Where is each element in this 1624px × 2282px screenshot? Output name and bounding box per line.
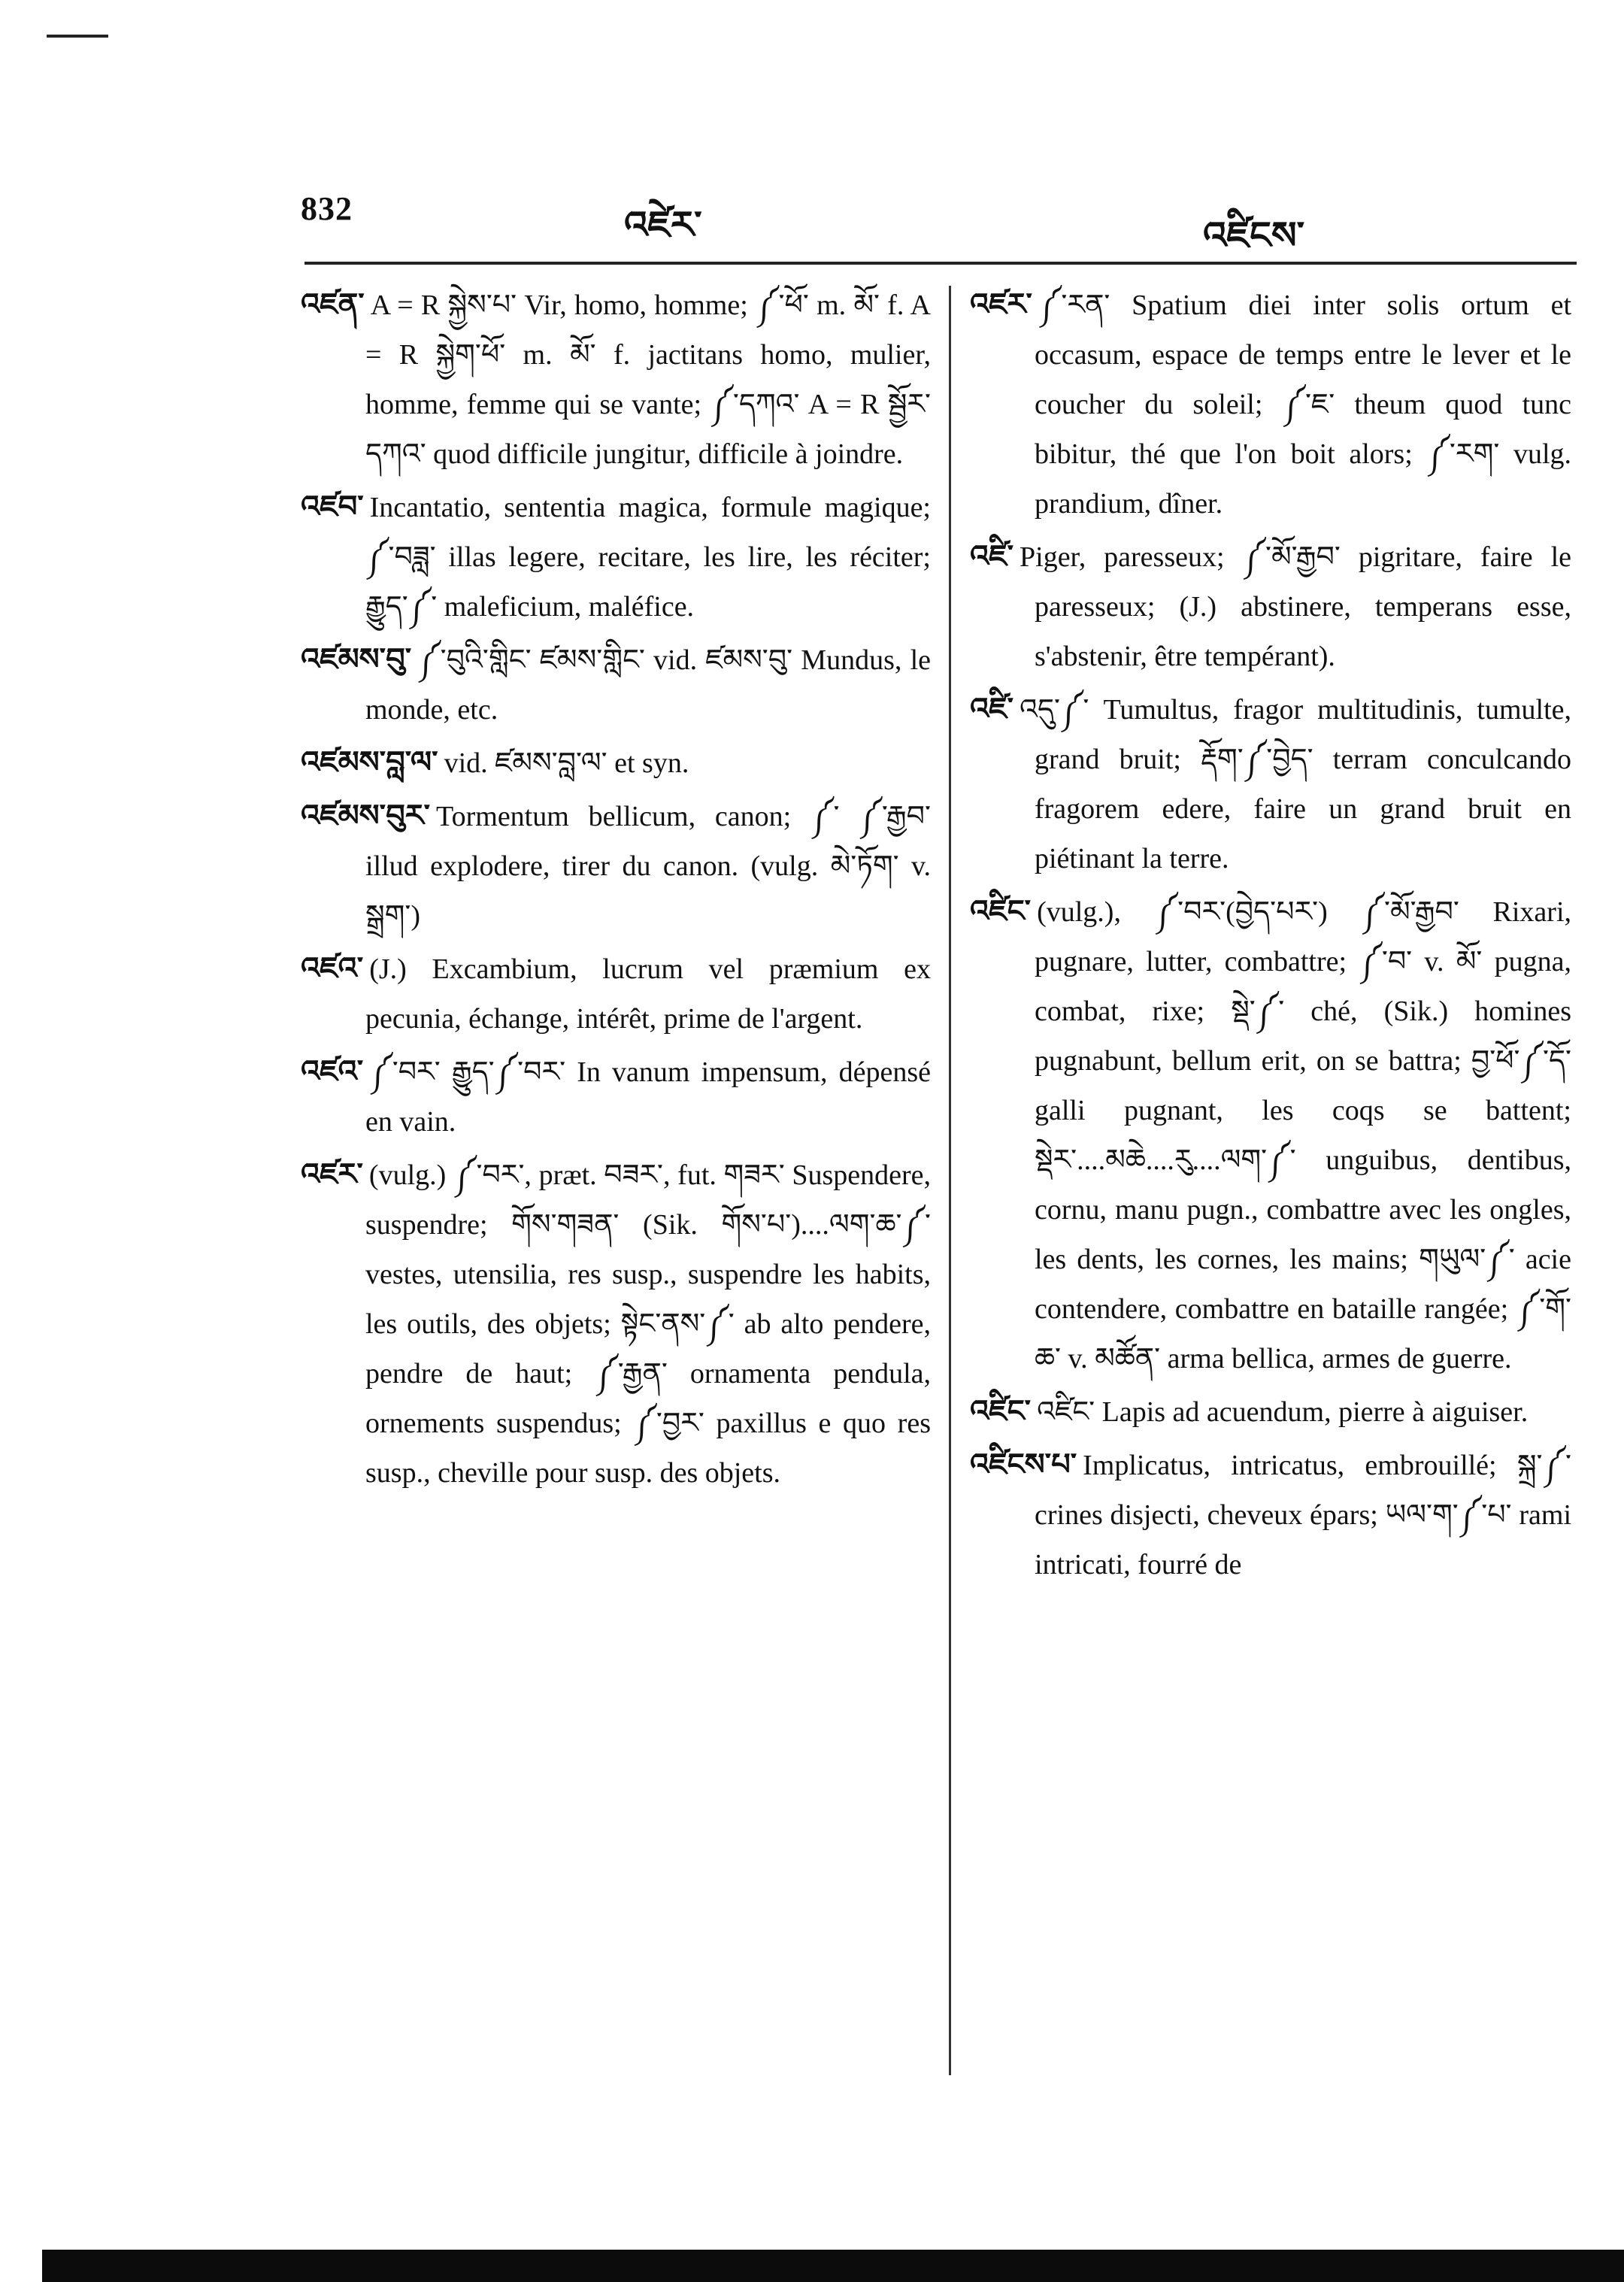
entry-body: Incantatio, sententia magica, formule magique; ༼་བཟླ་ illas legere, recitare, les lire, les réciter; རྒྱུད་༼་ maleficium, maléfice. [365, 492, 931, 623]
dictionary-entry [301, 482, 931, 632]
entry-body: འཛིང་ Lapis ad acuendum, pierre à aiguiser. [1037, 1396, 1529, 1428]
entry-body: འདུ་༼་ Tumultus, fragor multitudinis, tumulte, grand bruit; རྡོག་༼་བྱེད་ terram conculcando fragorem edere, faire un grand bruit en piétinant la terre. [1020, 694, 1571, 874]
dictionary-entry [970, 1440, 1571, 1590]
left-running-head: འཛེར་ [624, 204, 702, 246]
entry-headword: འཛིངས་པ་ [970, 1447, 1077, 1481]
dictionary-entry [970, 280, 1571, 529]
entry-headword: འཛི་ [970, 692, 1013, 726]
entry-body: (vulg.), ༼་བར་(བྱེད་པར་) ༼་མོ་རྒྱབ་ Rixari, pugnare, lutter, combattre; ༼་བ་ v. མོ་ pugna, combat, rixe; སྡེ་༼་ ché, (Sik.) homines pugnabunt, bellum erit, on se battra; བྱ་ཕོ་༼་དོ་ galli pugnant, les coqs se battent; སྡེར་....མཆེ....རུ....ལག་༼་ unguibus, dentibus, cornu, manu pugn., combattre avec les ongles, les dents, les cornes, les mains; གཡུལ་༼་ acie contendere, combattre en bataille rangée; ༼་གོ་ཆ་ v. མཚོན་ arma bellica, armes de guerre. [1035, 896, 1571, 1374]
dictionary-entry [301, 1150, 931, 1498]
entry-headword: འཛིང་ [970, 894, 1032, 928]
entry-body: ༼་རན་ Spatium diei inter solis ortum et occasum, espace de temps entre le lever et le coucher du soleil; ༼་ཇ་ theum quod tunc bibitur, thé que l'on boit alors; ༼་རག་ vulg. prandium, dîner. [1035, 289, 1571, 520]
entry-headword: འཛའ་ [301, 951, 364, 985]
entry-headword: འཛན་ [301, 287, 365, 321]
entry-body: Implicatus, intricatus, embrouillé; སྐྲ་༼་ crines disjecti, cheveux épars; ཡལ་ག་༼་པ་ rami intricati, fourré de [1035, 1450, 1571, 1580]
column-divider [949, 286, 951, 2075]
entry-body: vid. ཛམས་བླ་ལ་ et syn. [444, 747, 689, 779]
header-rule [304, 262, 1577, 265]
page-number: 832 [301, 190, 353, 227]
entry-headword: འཛབ་ [301, 489, 364, 523]
entry-body: (vulg.) ༼་བར་, præt. བཟར་, fut. གཟར་ Suspendere, suspendre; གོས་གཟན་ (Sik. གོས་པ་)....ལག་ཆ་༼་ vestes, utensilia, res susp., suspendre les habits, les outils, des objets; སྟེང་ནས་༼་ ab alto pendere, pendre de haut; ༼་རྒྱན་ ornamenta pendula, ornements suspendus; ༼་བྱར་ paxillus e quo res susp., cheville pour susp. des objets. [365, 1159, 931, 1489]
right-column [970, 280, 1571, 1593]
dictionary-entry [970, 886, 1571, 1383]
dictionary-entry [301, 1047, 931, 1147]
entry-body: (J.) Excambium, lucrum vel præmium ex pecunia, échange, intérêt, prime de l'argent. [365, 953, 931, 1035]
page-header [301, 183, 1579, 256]
dictionary-entry [301, 738, 931, 788]
entry-body: Tormentum bellicum, canon; ༼་ ༼་རྒྱབ་ illud explodere, tirer du canon. (vulg. མེ་ཏོག་ v. སྒྲག་) [365, 801, 931, 932]
entry-body: ༼་བུའི་གླིང་ ཛམས་གླིང་ vid. ཛམས་བུ་ Mundus, le monde, etc. [365, 644, 931, 726]
entry-headword: འཛམས་བླ་ལ་ [301, 745, 438, 779]
right-running-head: འཛིངས་ [1203, 214, 1305, 256]
dictionary-entry [970, 684, 1571, 883]
entry-body: A = R སྐྱེས་པ་ Vir, homo, homme; ༼་ཕོ་ m. མོ་ f. A = R སྐྱེག་ཕོ་ m. མོ་ f. jactitans homo, mulier, homme, femme qui se vante; ༼་དཀའ་ A = R སྦྱོར་ དཀའ་ quod difficile jungitur, difficile à joindre. [365, 289, 931, 470]
entry-headword: འཛི་ [970, 539, 1013, 573]
entry-headword: འཛམས་བུར་ [301, 799, 431, 832]
entry-headword: འཛིང་ [970, 1394, 1032, 1428]
entry-headword: འཛའ་ [301, 1054, 364, 1088]
dictionary-entry [301, 635, 931, 735]
dictionary-entry [301, 791, 931, 941]
entry-body: ༼་བར་ རྒྱུད་༼་བར་ In vanum impensum, dépensé en vain. [365, 1056, 931, 1138]
dictionary-entry [970, 1386, 1571, 1437]
entry-body: Piger, paresseux; ༼་མོ་རྒྱབ་ pigritare, faire le paresseux; (J.) abstinere, temperans esse, s'abstenir, être tempérant). [1020, 541, 1571, 672]
entry-headword: འཛམས་བུ་ [301, 642, 412, 676]
entry-headword: འཛར་ [970, 287, 1032, 321]
dictionary-entry [301, 280, 931, 479]
left-column [301, 280, 931, 1501]
scan-border-bar [42, 2250, 1624, 2282]
corner-mark [47, 35, 108, 38]
dictionary-entry [301, 944, 931, 1044]
dictionary-entry [970, 532, 1571, 681]
entry-headword: འཛར་ [301, 1157, 363, 1191]
